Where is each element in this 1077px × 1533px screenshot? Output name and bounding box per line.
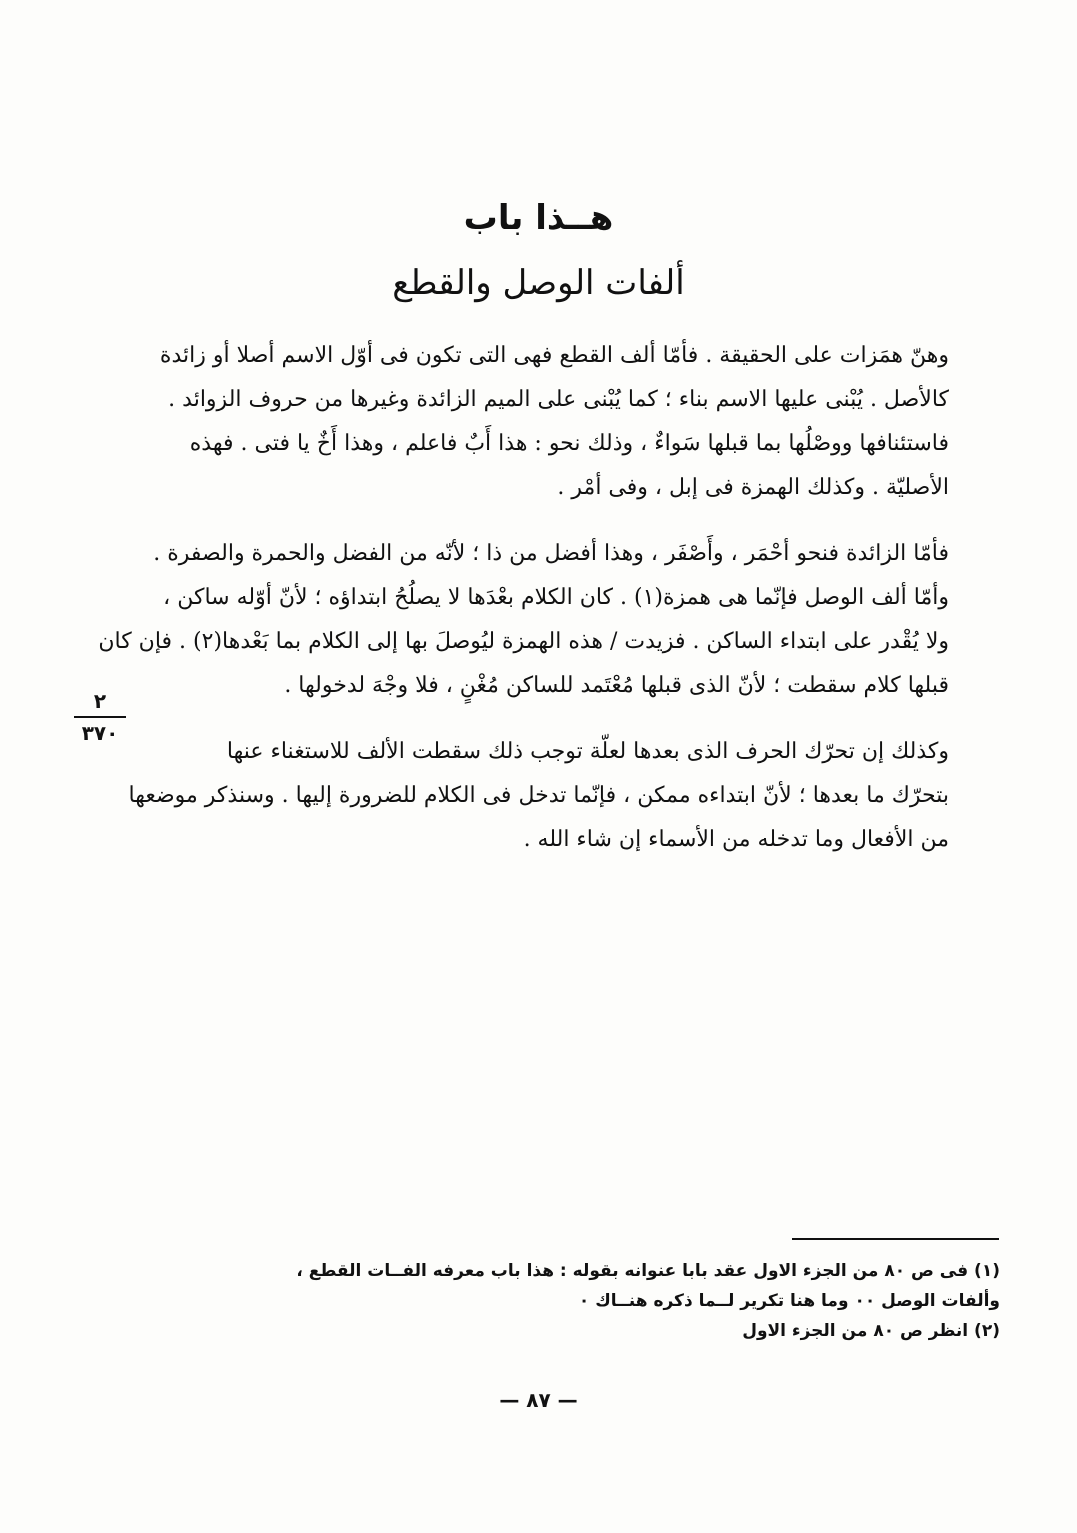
paragraph-gap xyxy=(134,510,949,532)
body-line: وهنّ همَزات على الحقيقة . فأمّا ألف القطع فهى التى تكون فى أوّل الاسم أصلا أو زائدة xyxy=(159,343,949,368)
body-line: وأمّا ألف الوصل فإنّما هى همزة(١) . كان الكلام بعْدَها لا يصلُحُ ابتداؤه ؛ لأنّ أوّله ساكن ، xyxy=(163,585,949,610)
body-line: ولا يُقْدر على ابتداء الساكن . فزيدت / هذه الهمزة ليُوصلَ بها إلى الكلام بما بَعْدها(٢) . فإن كان xyxy=(98,629,949,654)
body-line: فاستئنافها ووصْلُها بما قبلها سَواءٌ ، وذلك نحو : هذا أَبٌ فاعلم ، وهذا أَخٌ يا فتى . فهذه xyxy=(189,431,949,456)
chapter-heading: هــذا باب xyxy=(463,198,614,238)
body-line: الأصليّة . وكذلك الهمزة فى إبل ، وفى أمْر . xyxy=(557,475,949,500)
chapter-title: ألفات الوصل والقطع xyxy=(392,263,685,303)
body-line: قبلها كلام سقطت ؛ لأنّ الذى قبلها مُعْتَمد للساكن مُغْنٍ ، فلا وجْهَ لدخولها . xyxy=(284,673,949,698)
margin-page-reference xyxy=(70,688,130,746)
page-number: — ٨٧ — xyxy=(499,1388,578,1412)
body-line: بتحرّك ما بعدها ؛ لأنّ ابتداءه ممكن ، فإنّما تدخل فى الكلام للضرورة إليها . وسنذكر موضعها xyxy=(128,783,949,808)
body-line: كالأصل . يُبْنى عليها الاسم بناء ؛ كما يُبْنى على الميم الزائدة وغيرها من حروف الزوائد . xyxy=(168,387,949,412)
footnote-line: (١) فى ص ٨٠ من الجزء الاول عقد بابا عنوانه بقوله : هذا باب معرفه الفــات القطع ، xyxy=(296,1261,1000,1281)
footnote-line: (٢) انظر ص ٨٠ من الجزء الاول xyxy=(742,1321,1000,1341)
footnotes xyxy=(150,1256,1000,1346)
body-line: فأمّا الزائدة فنحو أحْمَر ، وأَصْفَر ، وهذا أفضل من ذا ؛ لأنّه من الفضل والحمرة والصفرة . xyxy=(153,541,949,566)
footnote-separator xyxy=(792,1238,999,1240)
margin-note-top: ٢ xyxy=(93,689,107,713)
margin-note-rule xyxy=(74,716,126,718)
body-line: من الأفعال وما تدخله من الأسماء إن شاء الله . xyxy=(523,827,949,852)
body-line: وكذلك إن تحرّك الحرف الذى بعدها لعلّة توجب ذلك سقطت الألف للاستغناء عنها xyxy=(226,739,949,764)
footnote-line: وألفات الوصل ٠٠ وما هنا تكرير لــما ذكره هنــاك ٠ xyxy=(578,1291,1000,1311)
paragraph-gap xyxy=(134,708,949,730)
margin-note-bottom: ٣٧٠ xyxy=(81,721,119,745)
